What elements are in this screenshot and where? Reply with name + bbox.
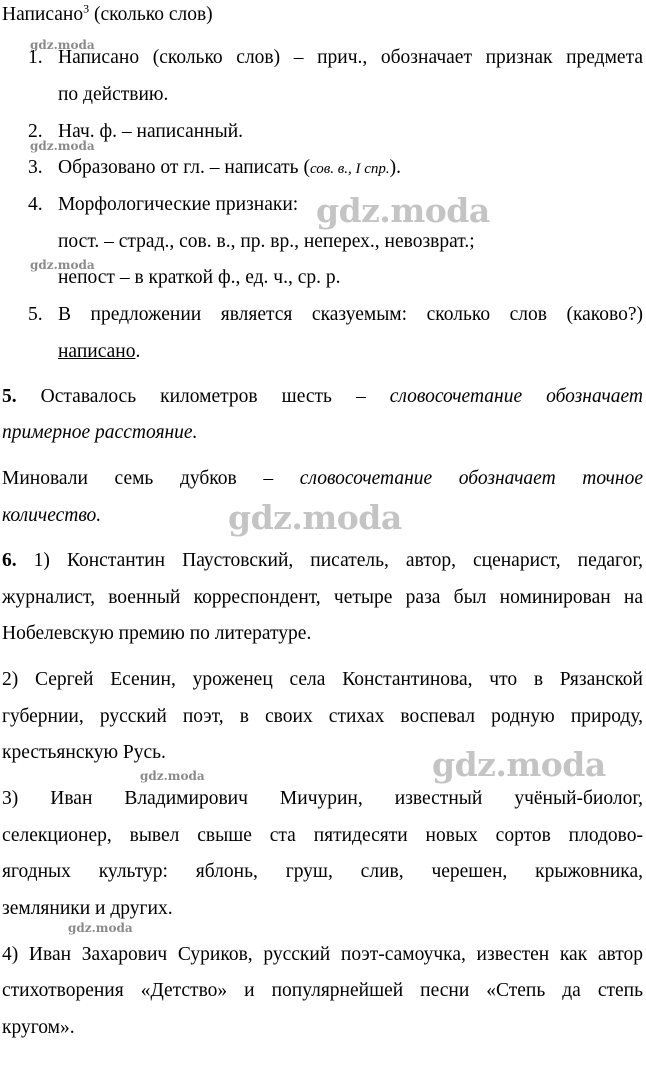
task-6-line-3: Нобелевскую премию по литературе.: [2, 623, 312, 644]
list-number: 3.: [28, 157, 43, 178]
task-6-para-3-line-4: земляники и других.: [2, 898, 173, 919]
task-5-italic: словосочетание обозначает: [389, 386, 643, 407]
task-5-line-3: [2, 467, 643, 491]
underlined-word: написано: [58, 341, 136, 362]
task-number: 6.: [2, 550, 17, 571]
task-number: 5.: [2, 386, 17, 407]
list-item-3-text: Образовано от гл. – написать (: [58, 157, 310, 178]
task-6-para-4-line-2: стихотворения «Детство» и популярнейшей песни «Степь да степь: [2, 980, 643, 1001]
list-item-3: [58, 156, 401, 181]
list-item-1-line-2: по действию.: [58, 84, 169, 105]
watermark-small: gdz.moda: [30, 139, 95, 153]
task-6-para-3-line-2: селекционер, вывел свыше ста пятидесяти новых сортов плодово-: [2, 825, 643, 846]
task-6-para-3-line-3: ягодных культур: яблонь, груш, слив, черешен, крыжовника,: [2, 861, 643, 882]
task-6-para-4-line-1: 4) Иван Захарович Суриков, русский поэт-самоучка, известен как автор: [2, 944, 643, 965]
task-5-line-2: [2, 421, 197, 445]
task-6-line-2: журналист, военный корреспондент, четыре раза был номинирован на: [2, 587, 643, 608]
list-item-1-line-1: Написано (сколько слов) – прич., обозначает признак предмета: [58, 47, 643, 68]
task-5-text-2: Миновали семь дубков –: [2, 468, 300, 489]
list-item-5-end: .: [135, 341, 141, 362]
task-6-para-3-line-1: 3) Иван Владимирович Мичурин, известный учёный-биолог,: [2, 788, 643, 809]
section-heading: [2, 3, 213, 27]
task-6-para-2-line-3: крестьянскую Русь.: [2, 742, 166, 763]
watermark-small: gdz.moda: [140, 769, 205, 783]
list-item-3-note: сов. в., I спр.: [309, 161, 390, 177]
heading-word: Написано: [2, 4, 84, 25]
watermark-small: gdz.moda: [68, 921, 133, 935]
list-item-5-line-2: [58, 340, 140, 364]
list-number: 1.: [28, 47, 43, 68]
watermark-small: gdz.moda: [30, 258, 95, 272]
task-5-italic-3: словосочетание обозначает точное: [299, 468, 644, 489]
list-item-4-line-2: пост. – страд., сов. в., пр. вр., неперех., невозврат.;: [58, 231, 475, 252]
watermark-large: gdz.moda: [432, 745, 606, 784]
watermark-small: gdz.moda: [30, 38, 95, 52]
list-number: 2.: [28, 121, 43, 142]
watermark-large: gdz.moda: [228, 498, 402, 537]
task-5-line-1: [2, 385, 643, 409]
task-6-line-1: [2, 549, 643, 573]
list-item-4-line-1: Морфологические признаки:: [58, 194, 299, 215]
heading-superscript: 3: [83, 1, 90, 16]
task-6-text: 1) Константин Паустовский, писатель, автор, сценарист, педагог,: [16, 550, 643, 571]
heading-rest: (сколько слов): [89, 4, 213, 25]
task-6-para-4-line-3: кругом».: [2, 1017, 75, 1038]
list-item-4-line-3: непост – в краткой ф., ед. ч., ср. р.: [58, 267, 341, 288]
list-item-2: Нач. ф. – написанный.: [58, 121, 244, 142]
task-5-italic-2: примерное расстояние.: [2, 422, 198, 443]
list-item-3-end: ).: [389, 157, 402, 178]
task-5-text: Оставалось километров шесть –: [16, 386, 390, 407]
task-5-line-4: [2, 504, 101, 528]
task-6-para-2-line-1: 2) Сергей Есенин, уроженец села Константинова, что в Рязанской: [2, 669, 643, 690]
list-number: 4.: [28, 194, 43, 215]
task-6-para-2-line-2: губернии, русский поэт, в своих стихах воспевал родную природу,: [2, 706, 643, 727]
watermark-large: gdz.moda: [316, 191, 490, 230]
list-item-5-line-1: В предложении является сказуемым: сколько слов (каково?): [58, 304, 643, 325]
list-number: 5.: [28, 304, 43, 325]
task-5-italic-4: количество.: [2, 505, 102, 526]
